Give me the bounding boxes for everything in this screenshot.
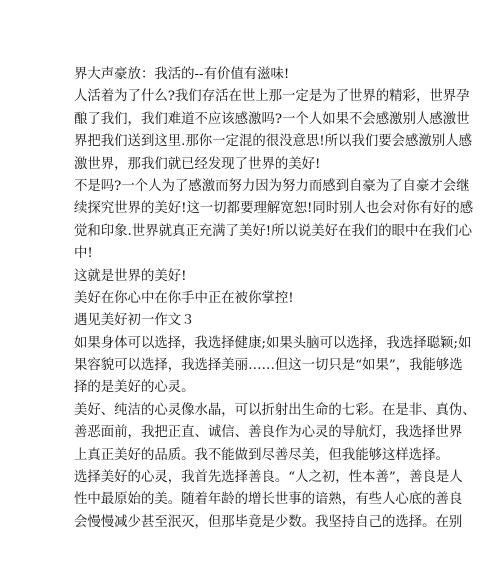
text-line: 如果身体可以选择，我选择健康;如果头脑可以选择，我选择聪颖;如 bbox=[74, 335, 472, 351]
text-line: 果容貌可以选择，我选择美丽……但这一切只是“如果”，我能够选 bbox=[74, 358, 463, 374]
text-line: 界大声豪放：我活的--有价值有滋味! bbox=[74, 67, 290, 82]
text-line: 美好、纯洁的心灵像水晶，可以折射出生命的七彩。在是非、真伪、 bbox=[74, 402, 476, 418]
text-line: 人活着为了什么?我们存活在世上那一定是为了世界的精彩，世界孕 bbox=[74, 89, 470, 105]
text-line: 选择美好的心灵，我首先选择善良。“人之初，性本善”，善良是人 bbox=[74, 470, 463, 486]
text-line: 激世界，那我们就已经发现了世界的美好! bbox=[74, 156, 321, 172]
text-line: 续探究世界的美好!这一切都要理解宽恕!同时别人也会对你有好的感 bbox=[74, 201, 474, 217]
text-line: 性中最原始的美。随着年龄的增长世事的谙熟，有些人心底的善良 bbox=[74, 492, 463, 508]
document-body bbox=[74, 64, 476, 534]
text-line: 界把我们送到这里.那你一定混的很没意思!所以我们要会感激别人感 bbox=[74, 134, 472, 150]
text-line: 择的是美好的心灵。 bbox=[74, 380, 195, 396]
text-line: 不是吗?一个人为了感激而努力因为努力而感到自豪为了自豪才会继 bbox=[74, 178, 470, 194]
text-line: 酿了我们，我们难道不应该感激吗?一个人如果不会感激别人感激世 bbox=[74, 111, 470, 127]
text-line: 中! bbox=[74, 246, 93, 262]
text-line: 觉和印象.世界就真正充满了美好!所以说美好在我们的眼中在我们心 bbox=[74, 223, 472, 239]
section-title: 遇见美好初一作文３ bbox=[74, 313, 195, 329]
text-line: 善恶面前，我把正直、诚信、善良作为心灵的导航灯，我选择世界 bbox=[74, 425, 463, 441]
text-line: 这就是世界的美好! bbox=[74, 268, 187, 284]
text-line: 美好在你心中在你手中正在被你掌控! bbox=[74, 290, 294, 306]
text-line: 上真正美好的品质。我不能做到尽善尽美，但我能够这样选择。 bbox=[74, 447, 449, 463]
text-line: 会慢慢减少甚至泯灭，但那毕竟是少数。我坚持自己的选择。在别 bbox=[74, 514, 463, 530]
